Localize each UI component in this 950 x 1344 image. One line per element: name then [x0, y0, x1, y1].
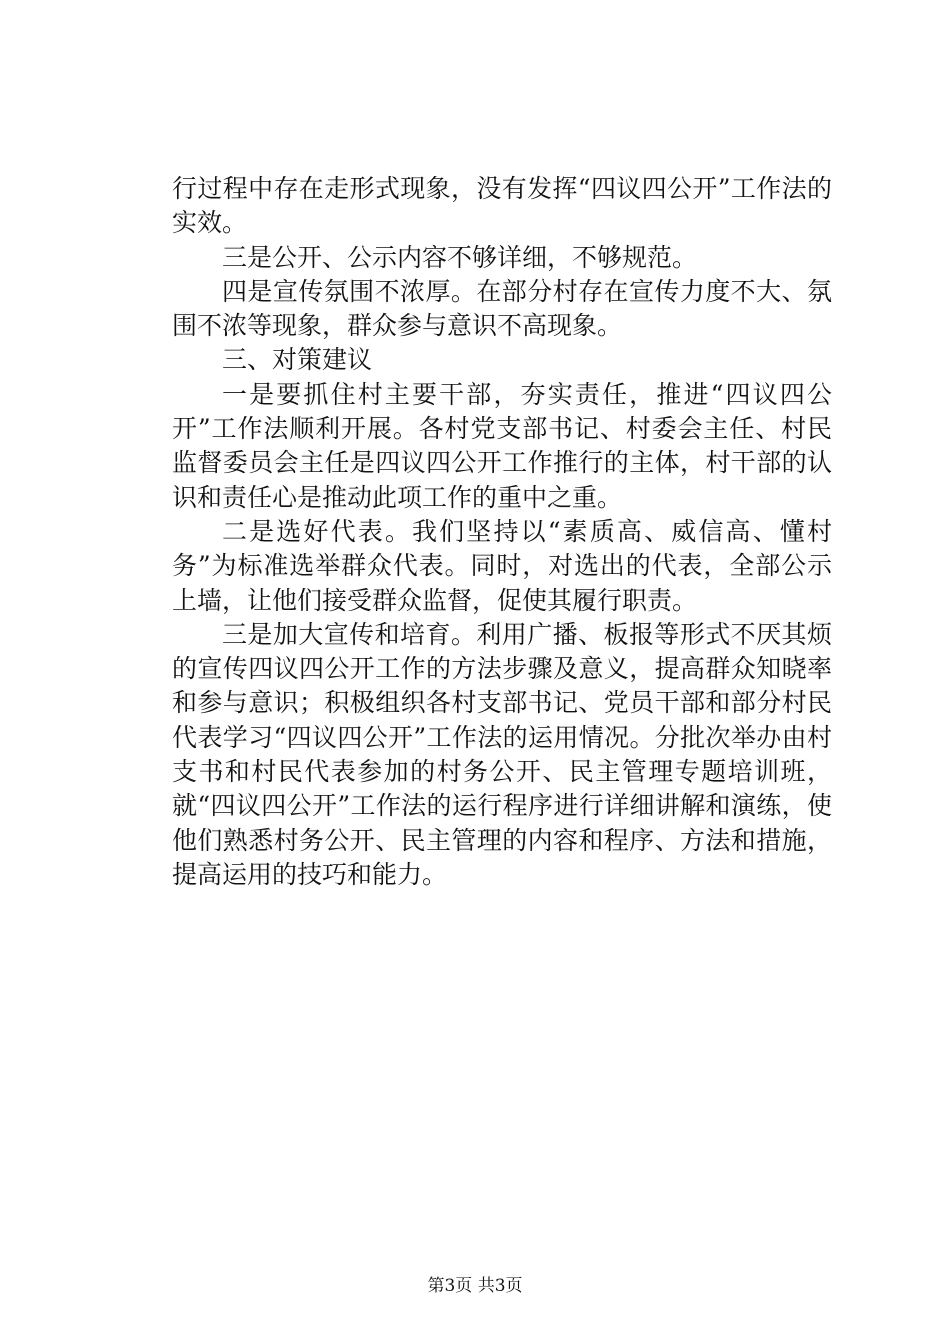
page-number-footer: 第3页 共3页 [427, 1276, 523, 1296]
paragraph-1: 行过程中存在走形式现象，没有发挥“四议四公开”工作法的实效。 [172, 174, 832, 238]
document-body [172, 172, 832, 892]
paragraph-7: 三是加大宣传和培育。利用广播、板报等形式不厌其烦的宣传四议四公开工作的方法步骤及意义，提高群众知晓率和参与意识；积极组织各村支部书记、党员干部和部分村民代表学习“四议四公开”工作法的运用情况。分批次举办由村支书和村民代表参加的村务公开、民主管理专题培训班，就“四议四公开”工作法的运行程序进行详细讲解和演练，使他们熟悉村务公开、民主管理的内容和程序、方法和措施，提高运用的技巧和能力。 [172, 619, 832, 889]
paragraph-3: 四是宣传氛围不浓厚。在部分村存在宣传力度不大、氛围不浓等现象，群众参与意识不高现象。 [172, 276, 832, 341]
paragraph-5: 一是要抓住村主要干部，夯实责任，推进“四议四公开”工作法顺利开展。各村党支部书记、村委会主任、村民监督委员会主任是四议四公开工作推行的主体，村干部的认识和责任心是推动此项工作的重中之重。 [172, 379, 832, 512]
paragraph-6: 二是选好代表。我们坚持以“素质高、威信高、懂村务”为标准选举群众代表。同时，对选出的代表，全部公示上墙，让他们接受群众监督，促使其履行职责。 [172, 516, 832, 615]
section-heading: 三、对策建议 [222, 345, 373, 375]
paragraph-2: 三是公开、公示内容不够详细，不够规范。 [222, 242, 698, 272]
